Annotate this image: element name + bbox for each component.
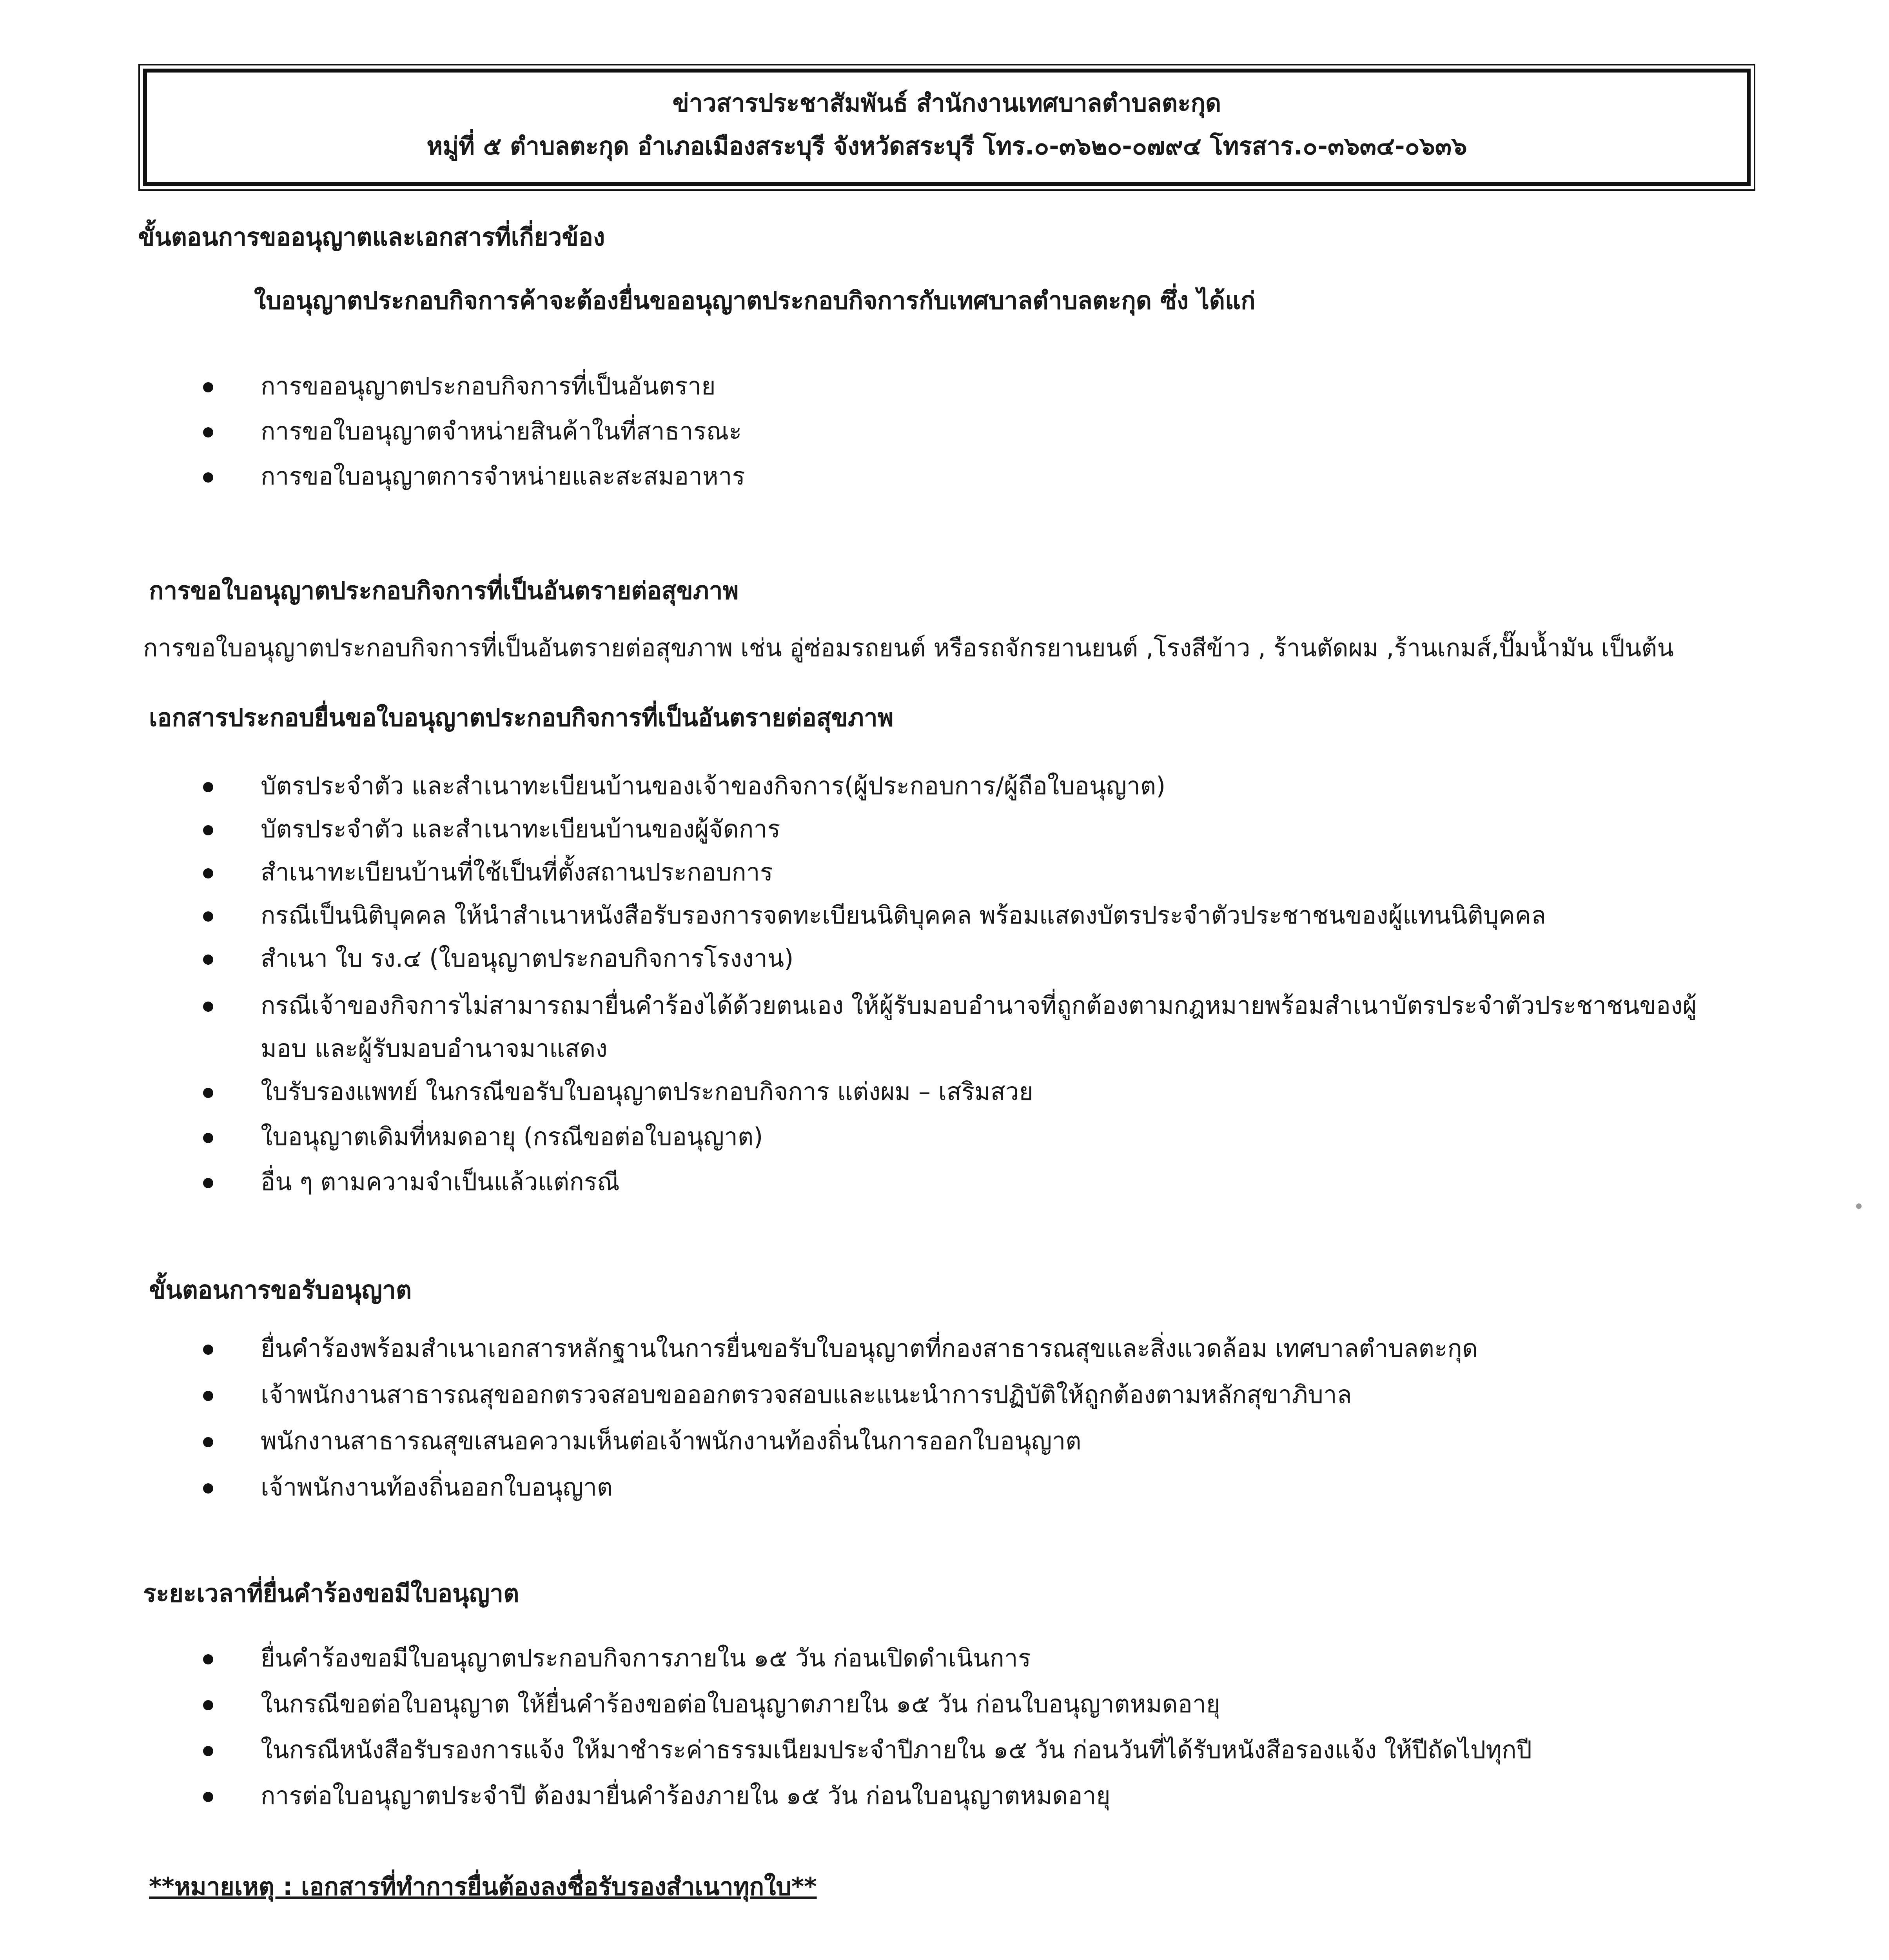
- bullet-icon: [203, 1437, 213, 1447]
- bullet-icon: [203, 1002, 213, 1012]
- bullet-icon: [203, 955, 213, 965]
- bullet-icon: [203, 1700, 213, 1710]
- bullet-icon: [203, 382, 213, 392]
- bullet-icon: [203, 427, 213, 437]
- procedure-item: การขอใบอนุญาตการจำหน่ายและสะสมอาหาร: [261, 462, 745, 490]
- bullet-icon: [203, 1654, 213, 1664]
- document-item-continuation: มอบ และผู้รับมอบอำนาจมาแสดง: [261, 1034, 608, 1063]
- bullet-icon: [203, 1088, 213, 1098]
- header-box: [143, 69, 1751, 186]
- note-text: **หมายเหตุ : เอกสารที่ทำการยื่นต้องลงชื่อรับรองสำเนาทุกใบ**: [149, 1872, 817, 1901]
- procedure-intro: ใบอนุญาตประกอบกิจการค้าจะต้องยื่นขออนุญาตประกอบกิจการกับเทศบาลตำบลตะกุด ซึ่ง ได้แก่: [254, 286, 1256, 315]
- document-item: บัตรประจำตัว และสำเนาทะเบียนบ้านของเจ้าของกิจการ(ผู้ประกอบการ/ผู้ถือใบอนุญาต): [261, 771, 1166, 800]
- bullet-icon: [203, 1345, 213, 1355]
- bullet-icon: [203, 825, 213, 835]
- hazard-heading: การขอใบอนุญาตประกอบกิจการที่เป็นอันตรายต่อสุขภาพ: [149, 576, 739, 605]
- period-item: การต่อใบอนุญาตประจำปี ต้องมายื่นคำร้องภายใน ๑๕ วัน ก่อนใบอนุญาตหมดอายุ: [261, 1781, 1111, 1810]
- period-heading: ระยะเวลาที่ยื่นคำร้องขอมีใบอนุญาต: [143, 1579, 519, 1608]
- bullet-icon: [203, 1746, 213, 1756]
- document-item: ใบอนุญาตเดิมที่หมดอายุ (กรณีขอต่อใบอนุญาต): [261, 1122, 763, 1151]
- bullet-icon: [203, 1792, 213, 1802]
- bullet-icon: [203, 1391, 213, 1401]
- document-item: กรณีเป็นนิติบุคคล ให้นำสำเนาหนังสือรับรองการจดทะเบียนนิติบุคคล พร้อมแสดงบัตรประจำตัวประชาชนของผู้แทนนิติบุคคล: [261, 901, 1546, 929]
- document-item: สำเนาทะเบียนบ้านที่ใช้เป็นที่ตั้งสถานประกอบการ: [261, 858, 773, 886]
- bullet-icon: [203, 1178, 213, 1188]
- documents-heading: เอกสารประกอบยื่นขอใบอนุญาตประกอบกิจการที่เป็นอันตรายต่อสุขภาพ: [149, 703, 894, 732]
- procedure-item: การขออนุญาตประกอบกิจการที่เป็นอันตราย: [261, 372, 716, 400]
- bullet-icon: [203, 472, 213, 483]
- bullet-icon: [203, 1133, 213, 1143]
- period-item: ยื่นคำร้องขอมีใบอนุญาตประกอบกิจการภายใน ๑๕ วัน ก่อนเปิดดำเนินการ: [261, 1644, 1031, 1672]
- header-address: หมู่ที่ ๕ ตำบลตะกุด อำเภอเมืองสระบุรี จังหวัดสระบุรี โทร.๐-๓๖๒๐-๐๗๙๔ โทรสาร.๐-๓๖๓๔-๐๖๓๖: [426, 132, 1467, 160]
- document-item: สำเนา ใบ รง.๔ (ใบอนุญาตประกอบกิจการโรงงาน): [261, 944, 794, 973]
- procedure-item: การขอใบอนุญาตจำหน่ายสินค้าในที่สาธารณะ: [261, 417, 742, 445]
- procedure-heading: ขั้นตอนการขออนุญาตและเอกสารที่เกี่ยวข้อง: [138, 223, 605, 251]
- document-item: ใบรับรองแพทย์ ในกรณีขอรับใบอนุญาตประกอบกิจการ แต่งผม – เสริมสวย: [261, 1077, 1033, 1106]
- period-item: ในกรณีขอต่อใบอนุญาต ให้ยื่นคำร้องขอต่อใบอนุญาตภายใน ๑๕ วัน ก่อนใบอนุญาตหมดอายุ: [261, 1690, 1221, 1718]
- header-title: ข่าวสารประชาสัมพันธ์ สำนักงานเทศบาลตำบลตะกุด: [672, 89, 1221, 117]
- bullet-icon: [203, 868, 213, 878]
- bullet-icon: [203, 911, 213, 922]
- bullet-icon: [203, 782, 213, 792]
- bullet-icon: [203, 1483, 213, 1494]
- step-item: พนักงานสาธารณสุขเสนอความเห็นต่อเจ้าพนักงานท้องถิ่นในการออกใบอนุญาต: [261, 1426, 1082, 1455]
- document-item: อื่น ๆ ตามความจำเป็นแล้วแต่กรณี: [261, 1167, 620, 1196]
- period-item: ในกรณีหนังสือรับรองการแจ้ง ให้มาชำระค่าธรรมเนียมประจำปีภายใน ๑๕ วัน ก่อนวันที่ได้รับหนังสือรองแจ้ง ให้ปีถัดไปทุกปี: [261, 1735, 1532, 1764]
- step-item: ยื่นคำร้องพร้อมสำเนาเอกสารหลักฐานในการยื่นขอรับใบอนุญาตที่กองสาธารณสุขและสิ่งแวดล้อม เทศบาลตำบลตะกุด: [261, 1334, 1478, 1363]
- scan-mark: [1856, 1203, 1862, 1209]
- steps-heading: ขั้นตอนการขอรับอนุญาต: [149, 1276, 412, 1304]
- step-item: เจ้าพนักงานสาธารณสุขออกตรวจสอบขอออกตรวจสอบและแนะนำการปฏิบัติให้ถูกต้องตามหลักสุขาภิบาล: [261, 1380, 1352, 1409]
- step-item: เจ้าพนักงานท้องถิ่นออกใบอนุญาต: [261, 1473, 613, 1501]
- document-item: บัตรประจำตัว และสำเนาทะเบียนบ้านของผู้จัดการ: [261, 815, 780, 843]
- document-item: กรณีเจ้าของกิจการไม่สามารถมายื่นคำร้องได้ด้วยตนเอง ให้ผู้รับมอบอำนาจที่ถูกต้องตามกฎหมายพร้อมสำเนาบัตรประจำตัวประชาชนของผู้: [261, 991, 1697, 1020]
- hazard-text: การขอใบอนุญาตประกอบกิจการที่เป็นอันตรายต่อสุขภาพ เช่น อู่ซ่อมรถยนต์ หรือรถจักรยานยนต์ ,โรงสีข้าว , ร้านตัดผม ,ร้านเกมส์,ปั๊มน้ำมัน เป็นต้น: [143, 633, 1674, 662]
